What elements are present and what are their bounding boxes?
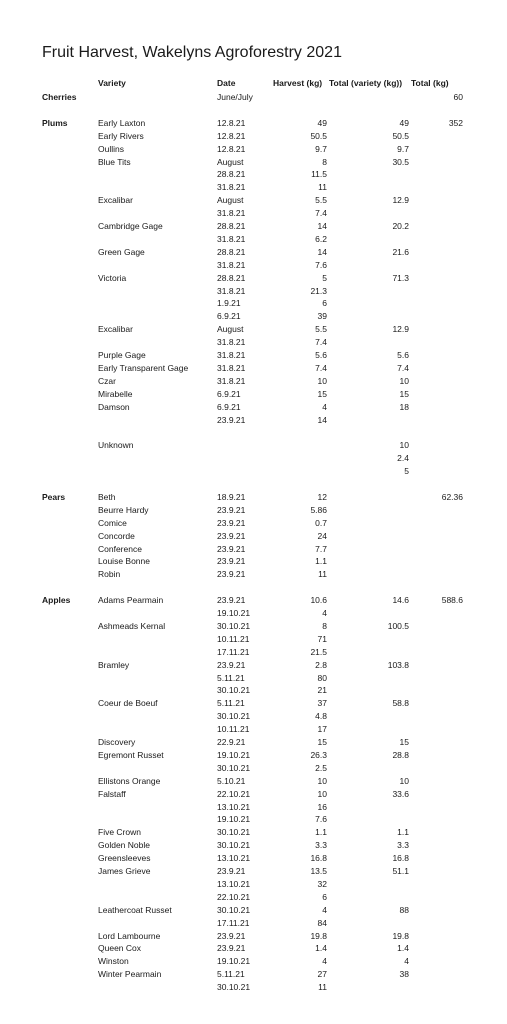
total-cell: 60 [453,92,463,102]
date-cell: 18.9.21 [217,491,246,502]
date-cell: 19.10.21 [217,956,251,967]
variety-cell: Comice [98,517,127,528]
date-cell: 19.10.21 [217,608,251,618]
variety-cell: Early Transparent Gage [98,362,189,373]
table-row [0,659,507,672]
variety-cell: Oullins [98,143,124,154]
date-cell: 13.10.21 [217,853,251,864]
table-row [0,930,507,943]
total-variety-cell: 12.9 [392,195,409,206]
date-cell: 31.8.21 [217,375,246,386]
harvest-cell: 7.4 [315,362,327,373]
table-row [0,233,507,246]
harvest-cell: 6.2 [315,233,327,244]
variety-cell: Beth [98,491,116,502]
table-row [0,968,507,981]
table-row [0,143,507,156]
header-total-variety: Total (variety (kg)) [329,78,403,88]
date-cell: 23.9.21 [217,595,246,606]
table-row [0,194,507,207]
date-cell: 5.10.21 [217,775,246,786]
table-row [0,220,507,233]
table-row [0,839,507,852]
total-variety-cell: 88 [399,904,409,915]
variety-cell: Beurre Hardy [98,504,149,515]
date-cell: 23.9.21 [217,659,246,670]
variety-cell: Egremont Russet [98,749,164,760]
table-row [0,981,507,994]
date-cell: 10.11.21 [217,724,250,735]
table-row [0,375,507,388]
harvest-cell: 11.5 [311,169,327,180]
total-variety-cell: 103.8 [387,659,409,670]
table-row [0,852,507,865]
harvest-cell: 8 [322,156,327,167]
variety-cell: Conference [98,543,142,554]
variety-cell: Excalibar [98,324,133,335]
date-cell: 30.10.21 [217,982,251,993]
date-cell: 10.11.21 [217,633,250,644]
harvest-cell: 50.5 [310,130,327,141]
date-cell: 17.11.21 [217,646,250,657]
harvest-cell: 11 [318,982,327,993]
variety-cell: Unknown [98,440,134,451]
table-row [0,465,507,478]
table-row [0,297,507,310]
date-cell: August [217,324,244,335]
variety-cell: Early Laxton [98,117,146,128]
table-row [0,168,507,181]
total-variety-cell: 15 [399,737,409,747]
harvest-cell: 14 [317,246,327,257]
date-cell: 31.8.21 [217,362,246,373]
table-row [0,388,507,401]
date-cell: August [217,156,244,167]
harvest-cell: 4 [322,608,327,618]
date-cell: 28.8.21 [217,221,246,231]
variety-cell: Robin [98,569,121,580]
harvest-cell: 12 [317,491,327,502]
total-variety-cell: 49 [399,117,409,128]
date-cell: 17.11.21 [217,917,250,928]
harvest-cell: 84 [317,917,327,928]
table-row [0,878,507,891]
date-cell: 30.10.21 [217,904,251,915]
variety-cell: Winston [98,956,129,967]
total-variety-cell: 3.3 [397,840,409,851]
total-variety-cell: 5 [404,466,409,477]
date-cell: 31.8.21 [217,233,246,244]
table-row [0,452,507,465]
total-variety-cell: 2.4 [397,453,409,464]
table-row [0,491,507,504]
total-variety-cell: 15 [399,388,409,399]
total-variety-cell: 18 [399,401,409,412]
harvest-cell: 1.1 [315,827,327,838]
date-cell: 30.10.21 [217,827,251,838]
harvest-cell: 0.7 [315,517,327,528]
variety-cell: Green Gage [98,246,145,257]
harvest-cell: 24 [317,530,327,541]
date-cell: 22.10.21 [217,788,251,799]
date-cell: 30.10.21 [217,762,251,773]
date-cell: 28.8.21 [217,272,246,283]
harvest-cell: 10 [317,775,327,786]
harvest-cell: 7.6 [315,259,327,270]
variety-cell: Excalibar [98,195,133,206]
variety-cell: Early Rivers [98,130,144,141]
date-cell: 28.8.21 [217,246,246,257]
date-cell: 31.8.21 [217,337,246,348]
total-variety-cell: 33.6 [392,788,409,799]
total-variety-cell: 10 [399,775,409,786]
table-row [0,401,507,414]
table-row [0,620,507,633]
harvest-cell: 11 [318,182,327,193]
variety-cell: Czar [98,375,116,386]
harvest-cell: 4 [322,956,327,967]
header-date: Date [217,78,236,88]
variety-cell: Lord Lambourne [98,930,161,941]
harvest-cell: 9.7 [315,143,327,154]
total-variety-cell: 10 [399,375,409,386]
date-cell: 31.8.21 [217,350,246,360]
date-cell: 30.10.21 [217,840,251,851]
table-row [0,259,507,272]
total-variety-cell: 51.1 [392,866,409,876]
harvest-cell: 15 [317,737,327,747]
date-cell: 23.9.21 [217,543,246,554]
date-cell: 28.8.21 [217,169,246,180]
harvest-cell: 71 [317,633,327,644]
harvest-cell: 10.6 [310,595,327,606]
table-row [0,826,507,839]
table-row [0,723,507,736]
total-variety-cell: 1.1 [397,827,409,838]
table-row [0,156,507,169]
harvest-cell: 1.4 [315,943,327,954]
harvest-cell: 14 [317,221,327,231]
harvest-cell: 3.3 [315,840,327,851]
table-row [0,246,507,259]
variety-cell: Damson [98,401,130,412]
harvest-cell: 7.4 [315,208,327,219]
table-row [0,710,507,723]
total-variety-cell: 20.2 [392,221,409,231]
table-row [0,749,507,762]
date-cell: August [217,195,244,206]
date-cell: 5.11.21 [217,672,245,683]
table-row [0,646,507,659]
table-row [0,904,507,917]
harvest-cell: 7.6 [315,814,327,825]
section-label: Plums [42,117,68,128]
date-cell: 31.8.21 [217,208,246,219]
total-variety-cell: 7.4 [397,362,409,373]
variety-cell: Victoria [98,272,127,283]
date-cell: 30.10.21 [217,711,251,722]
header-variety: Variety [98,78,126,88]
date-cell: 12.8.21 [217,130,246,141]
table-row [0,762,507,775]
total-variety-cell: 10 [399,440,409,451]
table-row [0,801,507,814]
header-total: Total (kg) [411,78,449,88]
harvest-cell: 13.5 [310,866,327,876]
section-label: Cherries [42,92,77,102]
date-cell: 31.8.21 [217,285,246,296]
date-cell: June/July [217,92,253,102]
variety-cell: Cambridge Gage [98,221,163,231]
date-cell: 31.8.21 [217,182,246,193]
table-row [0,130,507,143]
total-variety-cell: 12.9 [392,324,409,335]
table-row [0,207,507,220]
harvest-cell: 27 [317,969,327,980]
variety-cell: Ashmeads Kernal [98,620,166,631]
date-cell: 6.9.21 [217,311,241,322]
variety-cell: Coeur de Boeuf [98,698,158,709]
page-title: Fruit Harvest, Wakelyns Agroforestry 2021 [42,44,342,61]
harvest-cell: 14 [317,414,327,425]
table-row [0,813,507,826]
table-row [0,117,507,130]
table-row [0,942,507,955]
date-cell: 23.9.21 [217,556,246,567]
table-row [0,362,507,375]
total-variety-cell: 58.8 [392,698,409,709]
harvest-cell: 10 [317,788,327,799]
harvest-cell: 11 [318,569,327,580]
total-variety-cell: 100.5 [387,620,409,631]
date-cell: 23.9.21 [217,530,246,541]
variety-cell: Adams Pearmain [98,595,164,606]
variety-cell: Bramley [98,659,130,670]
harvest-cell: 21.5 [310,646,327,657]
variety-cell: Discovery [98,737,136,747]
date-cell: 12.8.21 [217,117,246,128]
table-row [0,684,507,697]
harvest-cell: 5.86 [310,504,327,515]
table-row [0,568,507,581]
harvest-cell: 5.5 [315,195,327,206]
table-row [0,917,507,930]
harvest-cell: 21 [317,685,327,696]
harvest-cell: 39 [317,311,327,322]
table-row [0,310,507,323]
variety-cell: Concorde [98,530,135,541]
total-variety-cell: 9.7 [397,143,409,154]
variety-cell: Blue Tits [98,156,131,167]
harvest-cell: 32 [317,878,327,889]
total-variety-cell: 30.5 [392,156,409,167]
date-cell: 13.10.21 [217,878,251,889]
table-row [0,788,507,801]
total-variety-cell: 4 [404,956,409,967]
variety-cell: Five Crown [98,827,141,838]
harvest-cell: 17 [317,724,327,735]
total-variety-cell: 14.6 [392,595,409,606]
date-cell: 23.9.21 [217,517,246,528]
date-cell: 1.9.21 [217,298,241,309]
date-cell: 22.10.21 [217,891,251,902]
harvest-cell: 19.8 [310,930,327,941]
date-cell: 5.11.21 [217,698,245,709]
table-row [0,181,507,194]
date-cell: 12.8.21 [217,143,246,154]
table-row [0,736,507,749]
total-variety-cell: 21.6 [392,246,409,257]
harvest-cell: 10 [317,375,327,386]
date-cell: 22.9.21 [217,737,246,747]
table-row [0,697,507,710]
harvest-cell: 16 [317,801,327,812]
date-cell: 23.9.21 [217,930,246,941]
table-row [0,555,507,568]
harvest-cell: 2.5 [315,762,327,773]
table-row [0,504,507,517]
table-row [0,272,507,285]
variety-cell: Golden Noble [98,840,150,851]
variety-cell: Purple Gage [98,350,146,360]
variety-cell: Leathercoat Russet [98,904,172,915]
header-harvest: Harvest (kg) [273,78,323,88]
total-variety-cell: 19.8 [392,930,409,941]
variety-cell: Queen Cox [98,943,141,954]
table-row [0,349,507,362]
variety-cell: Ellistons Orange [98,775,161,786]
harvest-cell: 4 [322,401,327,412]
date-cell: 23.9.21 [217,414,246,425]
date-cell: 31.8.21 [217,259,246,270]
table-row [0,543,507,556]
harvest-cell: 15 [317,388,327,399]
variety-cell: Mirabelle [98,388,133,399]
total-variety-cell: 16.8 [392,853,409,864]
date-cell: 13.10.21 [217,801,251,812]
harvest-cell: 4.8 [315,711,327,722]
date-cell: 19.10.21 [217,814,251,825]
harvest-cell: 49 [317,117,327,128]
total-cell: 352 [448,117,463,128]
total-variety-cell: 1.4 [397,943,409,954]
total-variety-cell: 28.8 [392,749,409,760]
date-cell: 6.9.21 [217,388,241,399]
section-label: Apples [42,595,71,606]
date-cell: 6.9.21 [217,401,241,412]
total-variety-cell: 5.6 [397,350,409,360]
table-row [0,91,507,104]
table-row [0,530,507,543]
table-row [0,775,507,788]
total-cell: 62.36 [441,491,463,502]
table-row [0,323,507,336]
harvest-cell: 5 [322,272,327,283]
date-cell: 23.9.21 [217,504,246,515]
harvest-cell: 4 [322,904,327,915]
harvest-cell: 5.5 [315,324,327,335]
table-row [0,414,507,427]
table-row [0,336,507,349]
date-cell: 5.11.21 [217,969,245,980]
harvest-cell: 21.3 [310,285,327,296]
date-cell: 23.9.21 [217,943,246,954]
total-cell: 588.6 [441,595,463,606]
harvest-cell: 2.8 [315,659,327,670]
total-variety-cell: 71.3 [392,272,409,283]
harvest-cell: 80 [317,672,327,683]
harvest-cell: 5.6 [315,350,327,360]
variety-cell: Louise Bonne [98,556,150,567]
variety-cell: James Grieve [98,866,151,876]
harvest-cell: 6 [322,298,327,309]
harvest-cell: 7.7 [315,543,327,554]
harvest-cell: 7.4 [315,337,327,348]
table-row [0,285,507,298]
table-row [0,672,507,685]
date-cell: 19.10.21 [217,749,251,760]
harvest-cell: 8 [322,620,327,631]
table-row [0,594,507,607]
table-row [0,865,507,878]
table-row [0,955,507,968]
table-row [0,517,507,530]
harvest-cell: 37 [317,698,327,709]
variety-cell: Falstaff [98,788,126,799]
harvest-cell: 1.1 [315,556,327,567]
table-row [0,633,507,646]
table-row [0,439,507,452]
variety-cell: Greensleeves [98,853,151,864]
table-row [0,891,507,904]
section-label: Pears [42,491,66,502]
harvest-cell: 26.3 [310,749,327,760]
date-cell: 23.9.21 [217,569,246,580]
variety-cell: Winter Pearmain [98,969,162,980]
date-cell: 23.9.21 [217,866,246,876]
total-variety-cell: 38 [399,969,409,980]
harvest-cell: 16.8 [310,853,327,864]
date-cell: 30.10.21 [217,685,251,696]
table-row [0,607,507,620]
date-cell: 30.10.21 [217,620,251,631]
harvest-cell: 6 [322,891,327,902]
total-variety-cell: 50.5 [392,130,409,141]
